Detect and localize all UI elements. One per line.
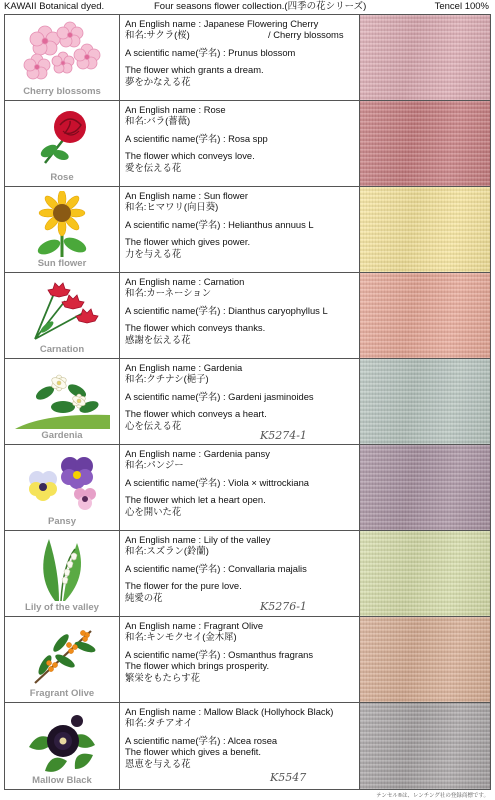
meaning-en: The flower which conveys a heart. (125, 408, 267, 420)
carnation-icon (15, 277, 110, 343)
collection-title: Four seasons flower collection.(四季の花シリーズ) (154, 1, 367, 12)
japanese-name: 和名:キンモクセイ(金木犀) (125, 631, 237, 643)
handwritten-code: K5547 (270, 771, 307, 784)
flower-info-cell (120, 273, 360, 358)
flower-info-cell (120, 703, 360, 789)
flower-info-cell (120, 617, 360, 702)
english-name: An English name : Lily of the valley (125, 534, 271, 545)
meaning-jp: 心を開いた花 (125, 505, 182, 517)
table-row (5, 703, 490, 789)
mallow-black-icon (15, 707, 110, 773)
gardenia-icon (15, 363, 110, 429)
flower-caption: Mallow Black (32, 775, 92, 786)
table-row (5, 531, 490, 617)
meaning-jp: 繁栄をもたらす花 (125, 671, 201, 683)
meaning-en: The flower which let a heart open. (125, 494, 266, 506)
flower-image-cell (5, 617, 120, 702)
scientific-name: A scientific name(学名) : Helianthus annuus L (125, 218, 314, 230)
page-header (4, 0, 491, 14)
rose-icon (15, 105, 110, 171)
scientific-name: A scientific name(学名) : Prunus blossom (125, 46, 296, 58)
meaning-en: The flower which conveys thanks. (125, 322, 266, 334)
flower-caption: Lily of the valley (25, 602, 99, 613)
lily-of-the-valley-icon (15, 535, 110, 601)
meaning-jp: 純愛の花 (125, 591, 163, 603)
meaning-jp: 愛を伝える花 (125, 161, 182, 173)
scientific-name: A scientific name(学名) : Viola × wittrockiana (125, 476, 310, 488)
flower-image-cell (5, 15, 120, 100)
english-name: An English name : Japanese Flowering Cherry (125, 18, 319, 29)
flower-info-cell (120, 15, 360, 100)
fabric-swatch (360, 359, 490, 444)
flower-image-cell (5, 359, 120, 444)
scientific-name: A scientific name(学名) : Rosa spp (125, 132, 268, 144)
table-row (5, 445, 490, 531)
fabric-swatch (360, 531, 490, 616)
fabric-swatch (360, 617, 490, 702)
meaning-en: The flower which grants a dream. (125, 64, 264, 76)
english-name: An English name : Carnation (125, 276, 245, 287)
sunflower-icon (15, 191, 110, 257)
flower-image-cell (5, 101, 120, 186)
table-row (5, 187, 490, 273)
english-name: An English name : Rose (125, 104, 226, 115)
english-name: An English name : Gardenia (125, 362, 243, 373)
english-name: An English name : Mallow Black (Hollyhock Black) (125, 706, 334, 717)
fabric-swatch (360, 101, 490, 186)
flower-table (4, 14, 491, 790)
flower-caption: Pansy (48, 516, 76, 527)
meaning-jp: 心を伝える花 (125, 419, 182, 431)
english-name: An English name : Sun flower (125, 190, 248, 201)
flower-info-cell (120, 445, 360, 530)
english-name: An English name : Fragrant Olive (125, 620, 264, 631)
table-row (5, 101, 490, 187)
scientific-name: A scientific name(学名) : Gardeni jasminoides (125, 390, 314, 402)
flower-caption: Cherry blossoms (23, 86, 101, 97)
table-row (5, 617, 490, 703)
meaning-en: The flower which gives a benefit. (125, 746, 262, 758)
japanese-name: 和名:パンジー (125, 459, 184, 471)
scientific-name: A scientific name(学名) : Convallaria majalis (125, 562, 307, 574)
flower-info-cell (120, 187, 360, 272)
flower-info-cell (120, 101, 360, 186)
scientific-name: A scientific name(学名) : Dianthus caryophyllus L (125, 304, 328, 316)
trademark-footnote: テンセル®は、レンチング社の登録商標です。 (376, 793, 489, 799)
japanese-name: 和名:スズラン(鈴蘭) (125, 545, 209, 557)
pansy-icon (15, 449, 110, 515)
flower-image-cell (5, 531, 120, 616)
scientific-name: A scientific name(学名) : Osmanthus fragrans (125, 648, 314, 660)
flower-caption: Rose (50, 172, 74, 183)
handwritten-code: K5274-1 (260, 429, 307, 442)
meaning-en: The flower for the pure love. (125, 580, 242, 592)
scientific-name: A scientific name(学名) : Alcea rosea (125, 734, 278, 746)
brand-title: KAWAII Botanical dyed. (4, 1, 105, 12)
flower-info-cell (120, 531, 360, 616)
japanese-name: 和名:クチナシ(梔子) (125, 373, 209, 385)
japanese-name: 和名:サクラ(桜) / Cherry blossoms (125, 29, 344, 41)
japanese-name: 和名:バラ(薔薇) (125, 115, 191, 127)
meaning-jp: 恩恵を与える花 (125, 757, 191, 769)
fabric-swatch (360, 15, 490, 100)
fabric-swatch (360, 187, 490, 272)
fragrant-olive-icon (15, 621, 110, 687)
flower-caption: Fragrant Olive (29, 688, 95, 699)
handwritten-code: K5276-1 (260, 600, 307, 613)
japanese-name: 和名:タチアオイ (125, 717, 193, 729)
meaning-jp: 夢をかなえる花 (125, 75, 191, 87)
flower-image-cell (5, 445, 120, 530)
fabric-swatch (360, 703, 490, 789)
fabric-swatch (360, 273, 490, 358)
flower-image-cell (5, 187, 120, 272)
flower-caption: Sun flower (37, 258, 87, 269)
japanese-name: 和名:カーネーション (125, 287, 212, 299)
table-row (5, 15, 490, 101)
cherry-blossom-icon (15, 19, 110, 85)
meaning-en: The flower which gives power. (125, 236, 251, 248)
flower-image-cell (5, 703, 120, 789)
meaning-jp: 力を与える花 (125, 247, 182, 259)
fabric-label: Tencel 100% (434, 1, 489, 12)
english-name: An English name : Gardenia pansy (125, 448, 270, 459)
flower-image-cell (5, 273, 120, 358)
table-row (5, 359, 490, 445)
fabric-swatch (360, 445, 490, 530)
flower-info-cell (120, 359, 360, 444)
meaning-jp: 感謝を伝える花 (125, 333, 191, 345)
japanese-name: 和名:ヒマワリ(向日葵) (125, 201, 219, 213)
flower-caption: Carnation (39, 344, 85, 355)
meaning-en: The flower which brings prosperity. (125, 660, 270, 672)
flower-caption: Gardenia (41, 430, 83, 441)
table-row (5, 273, 490, 359)
meaning-en: The flower which conveys love. (125, 150, 255, 162)
